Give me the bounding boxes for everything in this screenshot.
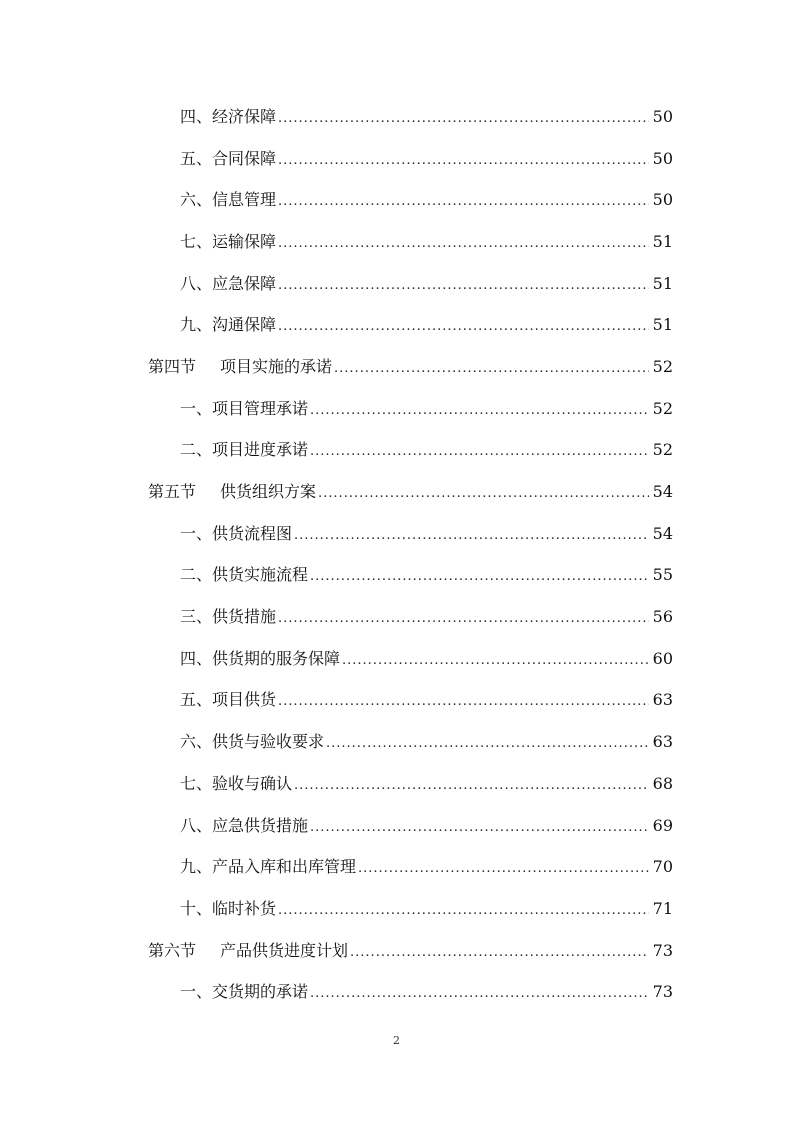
toc-dot-leader: [278, 109, 649, 129]
toc-entry-label: 十、临时补货: [180, 898, 277, 918]
toc-page-number: 71: [652, 898, 673, 918]
toc-page-number: 51: [652, 273, 673, 293]
toc-dot-leader: [326, 734, 649, 754]
toc-entry[interactable]: [0, 513, 793, 555]
toc-entry-label: 七、验收与确认: [180, 773, 293, 793]
toc-entry[interactable]: [0, 805, 793, 847]
toc-page-number: 55: [652, 565, 673, 585]
toc-dot-leader: [310, 401, 649, 421]
toc-entry[interactable]: [0, 430, 793, 472]
toc-entry-label: 七、运输保障: [180, 231, 277, 251]
toc-entry[interactable]: [0, 971, 793, 1013]
toc-section-entry[interactable]: [0, 471, 793, 513]
toc-entry-label: 一、供货流程图: [180, 523, 293, 543]
toc-entry[interactable]: [0, 96, 793, 138]
toc-dot-leader: [358, 859, 649, 879]
toc-dot-leader: [310, 818, 649, 838]
toc-entry-label: 九、沟通保障: [180, 315, 277, 335]
toc-dot-leader: [350, 943, 649, 963]
toc-page-number: 52: [652, 398, 673, 418]
toc-section-number: 第五节: [148, 482, 197, 502]
toc-section-number: 第六节: [148, 940, 197, 960]
toc-page-number: 51: [652, 315, 673, 335]
toc-dot-leader: [278, 901, 649, 921]
toc-entry[interactable]: [0, 888, 793, 930]
toc-entry-label: 八、应急保障: [180, 273, 277, 293]
toc-entry[interactable]: [0, 138, 793, 180]
toc-section-entry[interactable]: [0, 930, 793, 972]
toc-section-title: 供货组织方案: [220, 482, 317, 502]
toc-entry-label: [148, 357, 332, 377]
toc-page-number: 60: [652, 648, 673, 668]
toc-entry-label: 一、项目管理承诺: [180, 398, 309, 418]
toc-page-number: 70: [652, 857, 673, 877]
toc-dot-leader: [294, 526, 649, 546]
toc-dot-leader: [310, 984, 649, 1004]
toc-page-number: 69: [652, 815, 673, 835]
toc-dot-leader: [278, 692, 649, 712]
toc-page-number: 54: [652, 482, 673, 502]
toc-entry[interactable]: [0, 304, 793, 346]
toc-entry[interactable]: [0, 680, 793, 722]
toc-entry-label: 三、供货措施: [180, 607, 277, 627]
toc-page-number: 54: [652, 523, 673, 543]
toc-dot-leader: [278, 609, 649, 629]
toc-dot-leader: [278, 151, 649, 171]
toc-section-title: 项目实施的承诺: [220, 356, 333, 376]
toc-page-number: 52: [652, 356, 673, 376]
toc-page-number: 50: [652, 106, 673, 126]
toc-entry-label: 六、供货与验收要求: [180, 732, 325, 752]
toc-entry[interactable]: [0, 763, 793, 805]
toc-entry-label: 六、信息管理: [180, 190, 277, 210]
page-number: 2: [393, 1034, 400, 1047]
toc-entry-label: 二、项目进度承诺: [180, 440, 309, 460]
toc-entry-label: 九、产品入库和出库管理: [180, 857, 357, 877]
toc-page-number: 73: [652, 940, 673, 960]
toc-dot-leader: [318, 484, 649, 504]
toc-dot-leader: [278, 234, 649, 254]
toc-entry[interactable]: [0, 221, 793, 263]
toc-dot-leader: [342, 651, 649, 671]
toc-page-number: 73: [652, 982, 673, 1002]
toc-entry-label: 一、交货期的承诺: [180, 982, 309, 1002]
toc-dot-leader: [278, 192, 649, 212]
toc-entry[interactable]: [0, 638, 793, 680]
table-of-contents: [0, 96, 793, 1013]
toc-entry-label: 八、应急供货措施: [180, 815, 309, 835]
toc-dot-leader: [310, 567, 649, 587]
toc-page-number: 50: [652, 190, 673, 210]
toc-dot-leader: [278, 276, 649, 296]
toc-entry[interactable]: [0, 263, 793, 305]
toc-entry-label: 四、供货期的服务保障: [180, 648, 341, 668]
toc-entry[interactable]: [0, 596, 793, 638]
toc-page-number: 51: [652, 231, 673, 251]
toc-dot-leader: [294, 776, 649, 796]
toc-page-number: 68: [652, 773, 673, 793]
toc-entry-label: [148, 941, 348, 961]
toc-page-number: 50: [652, 148, 673, 168]
toc-entry-label: 五、合同保障: [180, 148, 277, 168]
toc-page-number: 56: [652, 607, 673, 627]
toc-entry-label: [148, 482, 316, 502]
toc-page-number: 63: [652, 690, 673, 710]
toc-section-entry[interactable]: [0, 346, 793, 388]
toc-entry-label: 四、经济保障: [180, 106, 277, 126]
toc-section-title: 产品供货进度计划: [220, 940, 349, 960]
toc-dot-leader: [334, 359, 649, 379]
toc-entry[interactable]: [0, 179, 793, 221]
toc-entry-label: 二、供货实施流程: [180, 565, 309, 585]
toc-page-number: 52: [652, 440, 673, 460]
toc-entry[interactable]: [0, 555, 793, 597]
toc-dot-leader: [278, 317, 649, 337]
toc-entry[interactable]: [0, 388, 793, 430]
toc-entry[interactable]: [0, 846, 793, 888]
toc-dot-leader: [310, 442, 649, 462]
toc-section-number: 第四节: [148, 356, 197, 376]
toc-page-number: 63: [652, 732, 673, 752]
toc-entry[interactable]: [0, 721, 793, 763]
toc-entry-label: 五、项目供货: [180, 690, 277, 710]
